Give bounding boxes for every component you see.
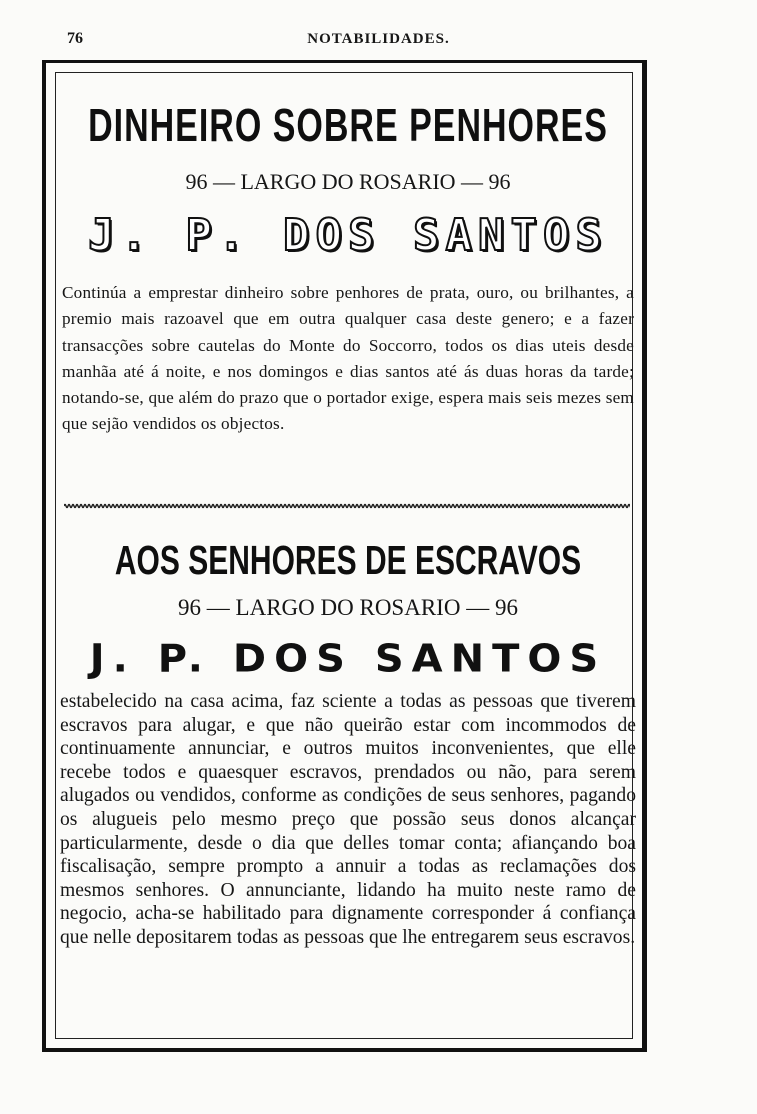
pawn-address: 96 — LARGO DO ROSARIO — 96 — [185, 169, 511, 194]
slaves-headline: AOS SENHORES DE ESCRAVOS — [114, 539, 582, 584]
pawn-advertisement — [62, 102, 634, 438]
slaves-body-text: estabelecido na casa acima, faz sciente a todas as pessoas que tiverem escravos para alugar, e que não queirão estar com incommodos de continuamente annunciar, e outros muitos inconvenientes, que elle recebe todos e quaesquer escravos, prendados ou não, para serem alugados ou vendidos, conforme as condições de seus senhores, pagando os alugueis pelo mesmo preço que possão seus donos alcançar particularmente, desde o dia que delles tomar conta; afiançando boa fiscalisação, sempre prompto a annuir a todas as reclamações dos mesmos senhores. O annunciante, lidando ha muito neste ramo de negocio, acha-se habilitado para dignamente corresponder á confiança que nelle depositarem todas as pessoas que lhe entregarem seus escravos. — [60, 691, 636, 948]
wavy-divider — [64, 503, 630, 509]
page-number: 76 — [67, 30, 83, 47]
running-head — [0, 30, 757, 54]
pawn-proprietor-name: J. P. DOS SANTOS — [88, 210, 608, 261]
pawn-headline: DINHEIRO SOBRE PENHORES — [88, 100, 608, 152]
running-title: NOTABILIDADES. — [307, 31, 450, 47]
slaves-proprietor-name: J. P. DOS SANTOS — [89, 637, 607, 681]
slaves-address: 96 — LARGO DO ROSARIO — 96 — [178, 595, 518, 620]
pawn-body-text: Continúa a emprestar dinheiro sobre penhores de prata, ouro, ou brilhantes, a premio mais razoavel que em outra qualquer casa deste genero; e a fazer transacções sobre cautelas do Monte do Soccorro, todos os dias uteis desde manhãa até á noite, e nos domingos e dias santos até ás duas horas da tarde; notando-se, que além do prazo que o portador exige, espera mais seis mezes sem que sejão vendidos os objectos. — [62, 283, 634, 434]
slaves-advertisement — [62, 540, 634, 950]
